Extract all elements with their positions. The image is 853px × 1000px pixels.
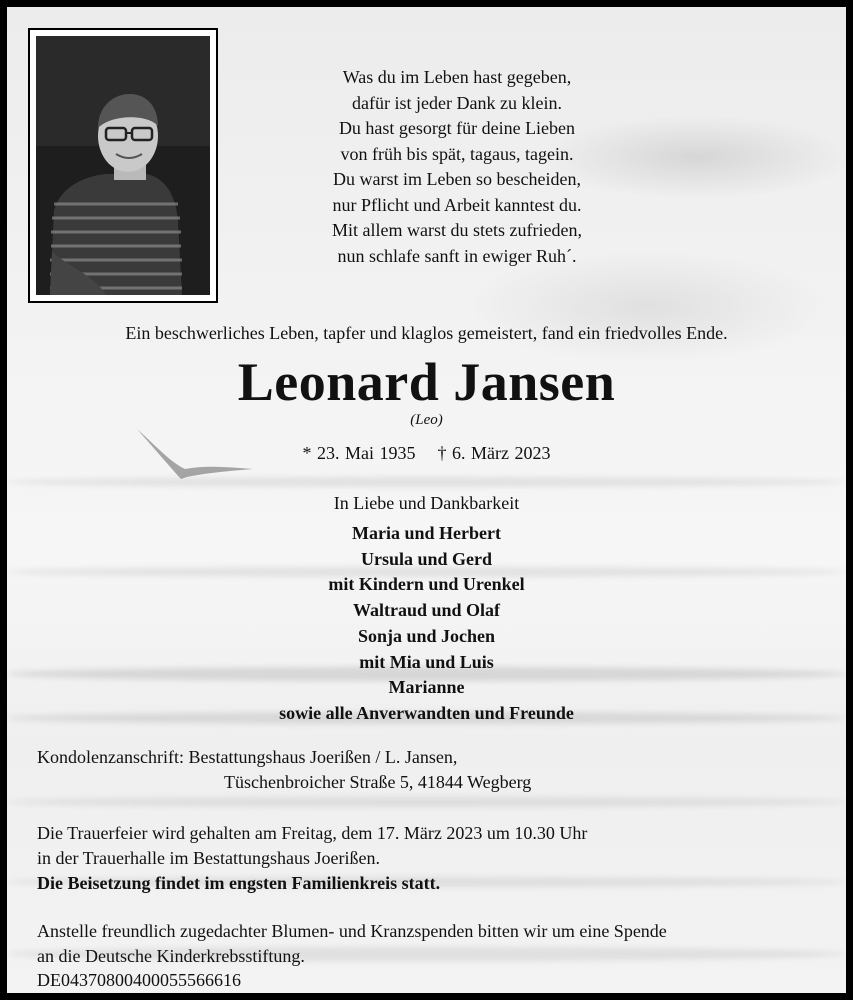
poem: [232, 65, 682, 269]
mourner-line: mit Mia und Luis: [359, 651, 494, 672]
mourner-line: Ursula und Gerd: [360, 548, 493, 569]
poem-line: Was du im Leben hast gegeben,: [342, 67, 572, 87]
poem-line: von früh bis spät, tagaus, tagein.: [340, 143, 574, 164]
burial-note: Die Beisetzung findet im engsten Familienkreis statt.: [37, 873, 441, 893]
deceased-name: Leonard Jansen: [237, 352, 616, 412]
death-date: † 6. März 2023: [437, 443, 551, 463]
poem-line: Du warst im Leben so bescheiden,: [333, 169, 581, 189]
portrait-photo: [36, 36, 210, 295]
donation-line: Anstelle freundlich zugedachter Blumen- und Kranzspenden bitten wir um eine Spende: [37, 921, 667, 941]
mourner-line: Sonja und Jochen: [357, 625, 496, 646]
condolence-address: [37, 745, 531, 795]
donation-iban: DE04370800400055566616: [37, 970, 241, 990]
intro-text: Ein beschwerliches Leben, tapfer und klaglos gemeistert, fand ein friedvolles Ende.: [125, 323, 728, 343]
mourner-line: Waltraud und Olaf: [352, 600, 501, 621]
birth-date: * 23. Mai 1935: [302, 443, 416, 463]
life-dates: [7, 443, 846, 464]
poem-line: nur Pflicht und Arbeit kanntest du.: [332, 194, 582, 215]
poem-line: dafür ist jeder Dank zu klein.: [352, 92, 562, 113]
sea-wave: [7, 797, 846, 807]
poem-line: Mit allem warst du stets zufrieden,: [332, 220, 582, 240]
funeral-line: Die Trauerfeier wird gehalten am Freitag, dem 17. März 2023 um 10.30 Uhr: [37, 823, 588, 843]
funeral-details: [37, 821, 587, 896]
mourner-line: sowie alle Anverwandten und Freunde: [279, 702, 574, 723]
dedication-line: In Liebe und Dankbarkeit: [333, 493, 520, 513]
mourner-line: mit Kindern und Urenkel: [328, 574, 525, 595]
deceased-nickname: (Leo): [410, 412, 443, 428]
donation-request: [37, 919, 667, 993]
mourner-line: Marianne: [388, 677, 465, 698]
mourner-line: Maria und Herbert: [352, 523, 501, 543]
condolence-line: Kondolenzanschrift: Bestattungshaus Joerißen / L. Jansen,: [37, 747, 458, 767]
donation-line: an die Deutsche Kinderkrebsstiftung.: [37, 945, 305, 966]
funeral-line: in der Trauerhalle im Bestattungshaus Joerißen.: [37, 848, 380, 868]
poem-line: Du hast gesorgt für deine Lieben: [338, 118, 576, 138]
mourners-list: [7, 521, 846, 727]
poem-line: nun schlafe sanft in ewiger Ruh´.: [337, 245, 577, 266]
portrait-photo-frame: [28, 28, 218, 303]
sea-wave: [7, 477, 846, 487]
condolence-line: Tüschenbroicher Straße 5, 41844 Wegberg: [224, 772, 532, 792]
